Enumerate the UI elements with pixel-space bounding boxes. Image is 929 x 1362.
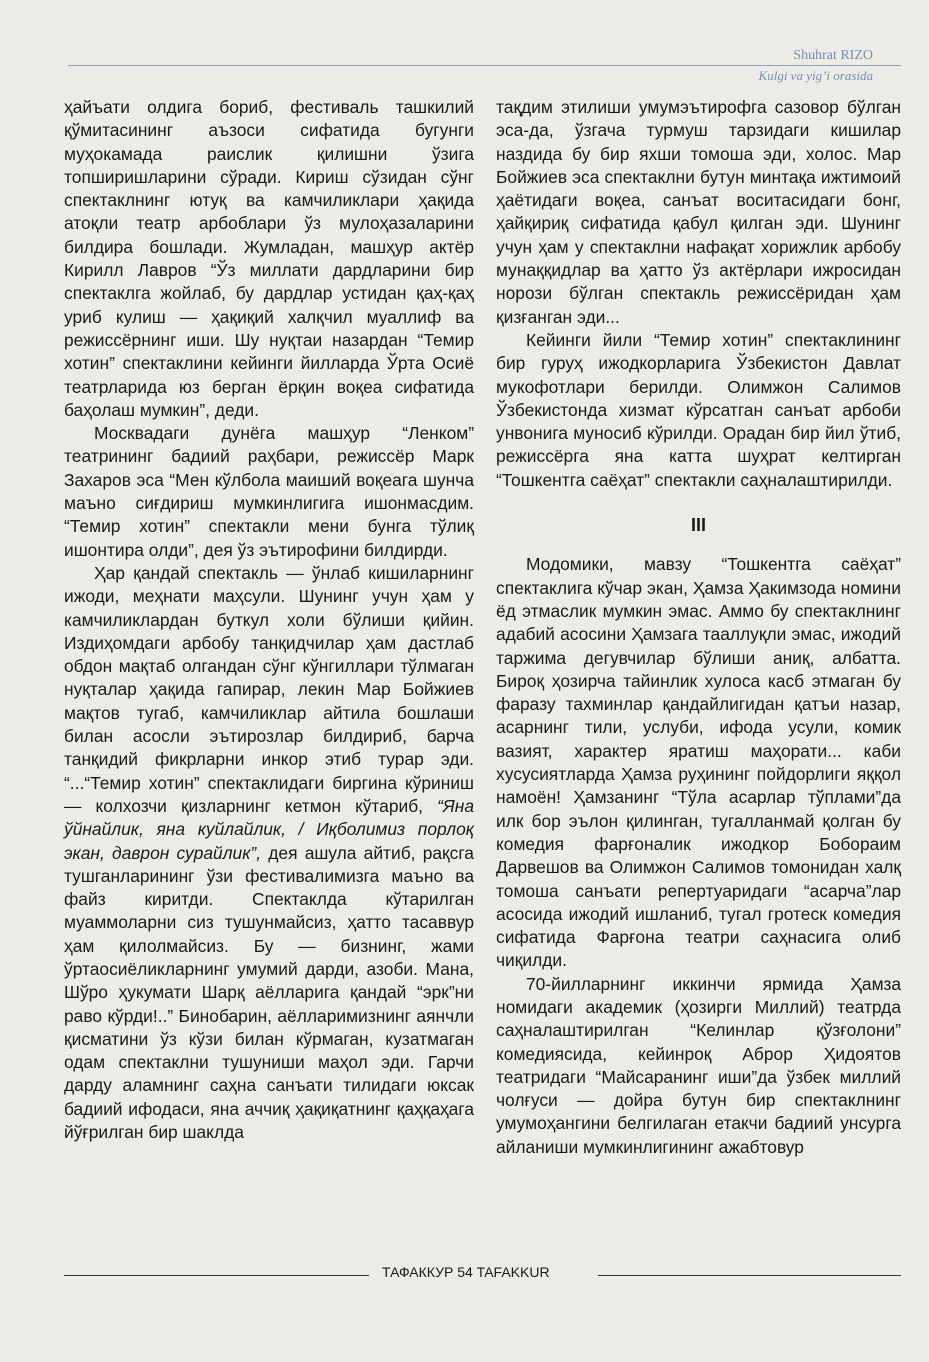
- header-rule: [68, 65, 901, 66]
- paragraph: [64, 562, 474, 1144]
- paragraph-text: дея ашула айтиб, рақсга тушганларининг ўзи фестивалимизга маъно ва файз киритди. Спектаклда кўтарилган муаммоларни сиз тушунмайсиз, ҳатто тасаввур ҳам қилолмайсиз. Бу — бизнинг, жами ўртаосиёликларнинг умумий дарди, азоби. Мана, Шўро ҳукумати Шарқ аёлларига қандай “эрк”ни раво кўрди!..” Бинобарин, аёлларимизнинг аянчли қисматини ўз кўзи билан кўрмаган, кузатмаган одам спектаклни тушуниши маҳол эди. Гарчи дарду аламнинг саҳна санъати тилидаги юксак бадиий ифодаси, яна аччиқ ҳақиқатнинг қаҳқаҳага йўғрилган бир шаклда: [64, 842, 474, 1143]
- paragraph: 70-йилларнинг иккинчи ярмида Ҳамза номидаги академик (ҳозирги Миллий) театрда саҳналаштирилган “Келинлар қўзғолони” комедиясида, кейинроқ Аброр Ҳидоятов театридаги “Майсаранинг иши”да ўзбек миллий чолғуси — дойра бутун бир спектаклнинг умумоҳангини белгилаган етакчи бадиий унсурга айланиши мумкинлигининг ажабтовур: [496, 973, 901, 1157]
- right-column: [496, 96, 901, 1159]
- running-header: [68, 40, 901, 90]
- paragraph: тақдим этилиши умумэътирофга сазовор бўлган эса-да, ўзгача турмуш тарзидаги кишилар наздида бу бир яхши томоша эди, холос. Мар Бойжиев эса спектаклни бутун минтақа ижтимоий ҳаётидаги воқеа, санъат воситасидаги бонг, ҳайқириқ сифатида қабул қилган эди. Шунинг учун ҳам у спектаклни нафақат хорижлик арбобу мунаққидлар ва ҳатто ўз актёрлари ижросидан норози бўлган спектакль режиссёридан ҳам қизғанган эди...: [496, 97, 901, 327]
- paragraph: ҳайъати олдига бориб, фестиваль ташкилий қўмитасининг аъзоси сифатида бугунги муҳокамада раислик қилишни ўзига топширишларини сўради. Кириш сўзидан сўнг спектаклнинг ютуқ ва камчиликлари ҳақида атоқли театр арбоблари ўз мулоҳазаларини билдира бошлади. Жумладан, машҳур актёр Кирилл Лавров “Ўз миллати дардларини бир спектаклга жойлаб, бу дардлар устидан қаҳ-қаҳ уриб кулиш — ҳақиқий халқчил муаллиф ва режиссёрнинг иши. Шу нуқтаи назардан “Темир хотин” спектаклини кейинги йилларда Ўрта Осиё театрларида юз берган ёрқин воқеа сифатида баҳолаш мумкин”, деди.: [64, 97, 474, 420]
- header-subtitle: Kulgi va yig’i orasida: [758, 68, 873, 83]
- footer-page-label: ТАФАККУР 54 TAFAKKUR: [382, 1264, 550, 1280]
- section-number: III: [690, 515, 706, 536]
- header-author: Shuhrat RIZO: [793, 48, 873, 63]
- paragraph: Кейинги йили “Темир хотин” спектаклининг бир гуруҳ ижодкорларига Ўзбекистон Давлат мукофотлари берилди. Олимжон Салимов Ўзбекистонда хизмат кўрсатган санъат арбоби унвонига муносиб кўрилди. Орадан бир йил ўтиб, режиссёрга яна катта шуҳрат келтирган “Тошкентга саёҳат” спектакли саҳналаштирилди.: [496, 329, 901, 490]
- page-footer: [64, 1264, 901, 1284]
- paragraph-text: Ҳар қандай спектакль — ўнлаб кишиларнинг ижоди, меҳнати маҳсули. Шунинг учун ҳам у камчиликлардан буткул холи бўлиши қийин. Издиҳомдаги арбобу танқидчилар ҳам дастлаб обдон мақтаб олгандан сўнг кўнгиллари тўлмаган нуқталар ҳақида гапирар, лекин Мар Бойжиев мақтов тугаб, камчиликлар айтила бошлаши билан асосли эътирозлар билдириб, барча танқидий фикрларни инкор этиб турар эди. “...“Темир хотин” спектаклидаги биргина кўриниш — колхозчи қизларнинг кетмон кўтариб,: [64, 562, 474, 816]
- paragraph: Модомики, мавзу “Тошкентга саёҳат” спектаклига кўчар экан, Ҳамза Ҳакимзода номини ёд этмаслик мумкин эмас. Аммо бу спектаклнинг адабий асосини Ҳамзага тааллуқли эмас, ижодий таржима дегувчилар бўлиши аниқ, албатта. Бироқ ҳозирча тайинлик хулоса касб этмаган бу фаразу тахминлар қандайлигидан қатъи назар, асарнинг тили, услуби, ифода усули, комик вазият, характер яратиш маҳорати... каби хусусиятларда Ҳамза руҳининг пойдорлиги яққол намоён! Ҳамзанинг “Тўла асарлар тўплами”да илк бор эълон қилинган, тугалланмай қолган бу комедия фарғоналик ижодкор Бобораим Дарвешов ва Олимжон Салимов томонидан халқ томоша санъати репертуаридаги “асарча”лар асосида ижодий ишланиб, тугал гротеск комедия сифатида Фарғона театри саҳнасига олиб чиқилди.: [496, 554, 901, 971]
- left-column: [64, 96, 474, 1144]
- footer-rule-left: [64, 1275, 369, 1276]
- footer-rule-right: [598, 1275, 901, 1276]
- song-quote: “Яна ўйнайлик, яна куйлайлик, / Иқболимиз порлоқ экан, даврон сурайлик”,: [64, 795, 474, 863]
- paragraph: Москвадаги дунёга машҳур “Ленком” театрининг бадиий раҳбари, режиссёр Марк Захаров эса “Мен кўлбола маиший воқеага шунча маъно сиғдириш мумкинлигига ишонмасдим. “Темир хотин” спектакли мени бунга тўлиқ ишонтира олди”, дея ўз эътирофини билдирди.: [64, 423, 474, 560]
